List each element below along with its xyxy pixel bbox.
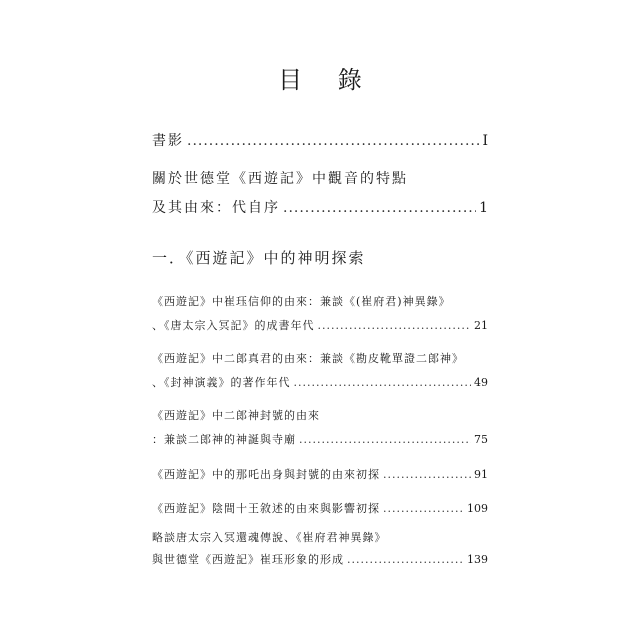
page-title: 目 錄 bbox=[278, 66, 376, 94]
dot-leader bbox=[283, 200, 476, 216]
dot-leader bbox=[347, 553, 464, 566]
dot-leader bbox=[318, 319, 472, 332]
toc-entry-label: 《西遊記》陰間十王敘述的由來與影響初探 bbox=[152, 502, 380, 515]
toc-entry-label: 書影 bbox=[152, 133, 184, 149]
toc-page-number: 21 bbox=[474, 319, 488, 332]
toc-entry-label: 與世德堂《西遊記》崔珏形象的形成 bbox=[152, 553, 344, 566]
dot-leader bbox=[383, 502, 464, 515]
toc-entry-article-4[interactable] bbox=[152, 466, 488, 482]
toc-page-number: 91 bbox=[474, 468, 488, 481]
toc-entry-article-6[interactable] bbox=[152, 529, 488, 567]
toc-entry-label: 關於世德堂《西遊記》中觀音的特點 bbox=[152, 171, 408, 187]
toc-page-number: 49 bbox=[474, 376, 488, 389]
dot-leader bbox=[187, 133, 479, 149]
toc-page-number: 139 bbox=[467, 553, 488, 566]
toc-entry-article-2[interactable] bbox=[152, 350, 488, 390]
dot-leader bbox=[299, 433, 471, 446]
toc-entry-label: 、《封神演義》的著作年代 bbox=[152, 376, 291, 389]
toc-page-number: 75 bbox=[474, 433, 488, 446]
toc-page-number: I bbox=[482, 133, 488, 149]
toc-entry-label: 《西遊記》中崔珏信仰的由來：兼談《(崔府君)神異錄》 bbox=[152, 295, 451, 308]
toc-entry-article-3[interactable] bbox=[152, 407, 488, 447]
dot-leader bbox=[294, 376, 472, 389]
toc-entry-article-5[interactable] bbox=[152, 500, 488, 516]
toc-page-number: 1 bbox=[479, 200, 488, 216]
toc-entry-label: 略談唐太宗入冥還魂傳說、《崔府君神異錄》 bbox=[152, 531, 387, 544]
toc-entry-book-images[interactable] bbox=[152, 130, 488, 150]
toc-entry-label: 《西遊記》中二郎真君的由來：兼談《勘皮靴單證二郎神》 bbox=[152, 352, 464, 365]
toc-entry-label: 《西遊記》中二郎神封號的由來 bbox=[152, 409, 320, 422]
toc-entry-label: 《西遊記》中的那吒出身與封號的由來初探 bbox=[152, 468, 380, 481]
toc-entry-label: 及其由來：代自序 bbox=[152, 200, 280, 216]
toc-entry-preface[interactable] bbox=[152, 168, 488, 217]
section-title: 一．《西遊記》中的神明探索 bbox=[152, 249, 366, 267]
toc-entry-label: 、《唐太宗入冥記》的成書年代 bbox=[152, 319, 315, 332]
toc-entry-article-1[interactable] bbox=[152, 293, 488, 333]
toc-page-number: 109 bbox=[467, 502, 488, 515]
toc-entry-label: ：兼談二郎神的神誕與寺廟 bbox=[152, 433, 296, 446]
dot-leader bbox=[383, 468, 471, 481]
